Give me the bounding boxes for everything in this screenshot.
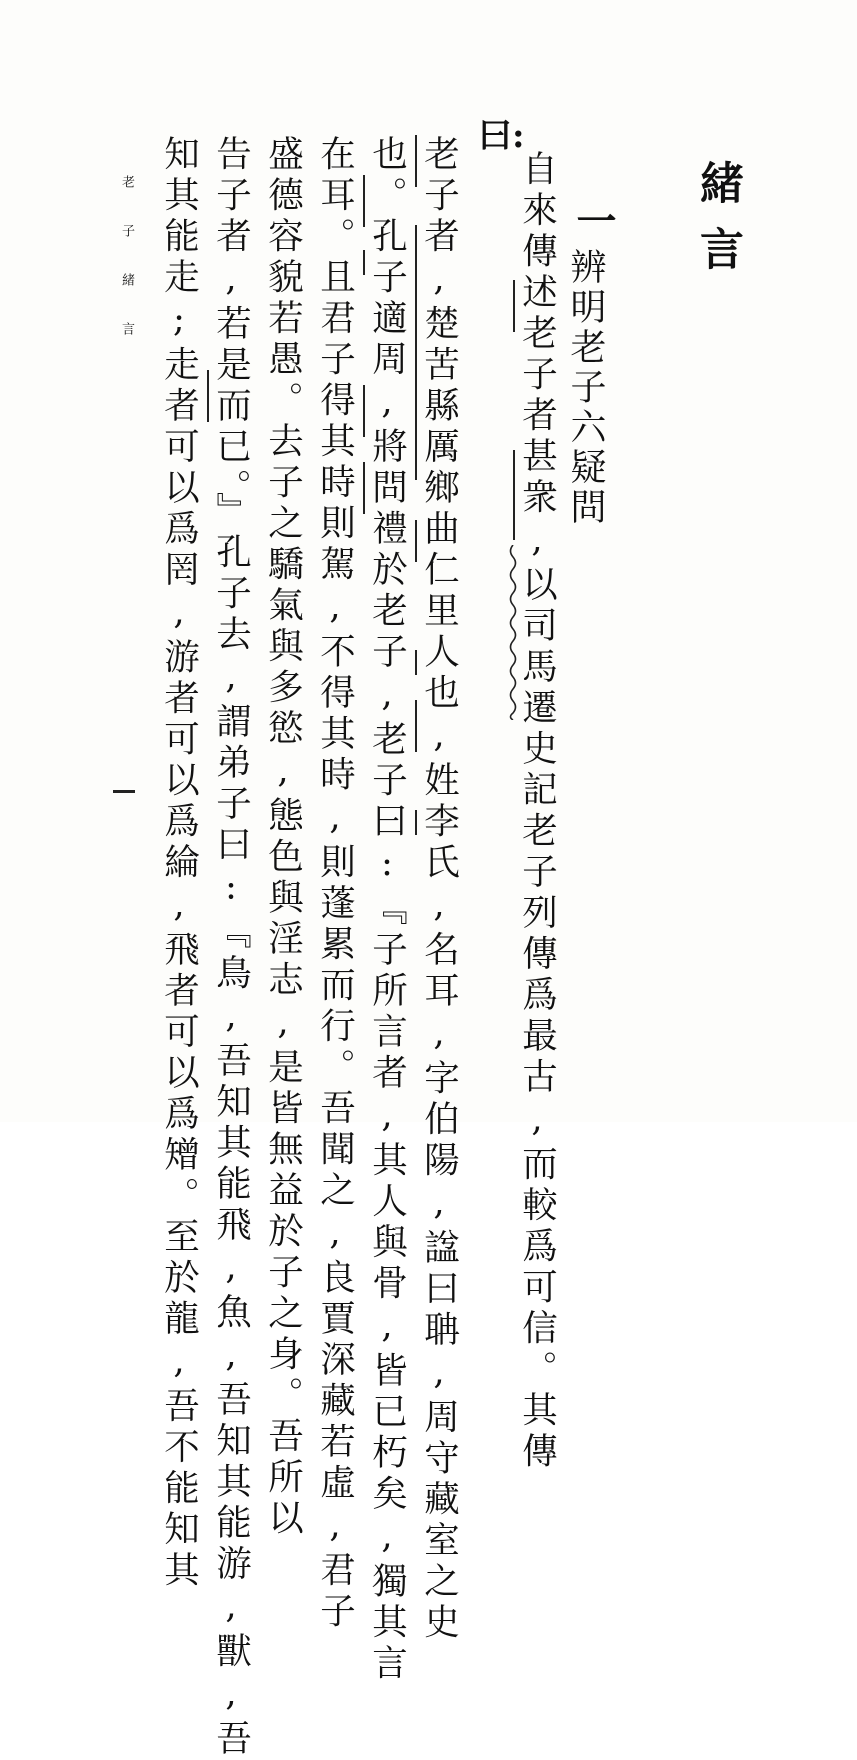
body-column-5: 盛德容貌若愚。去子之驕氣與多慾,態色與淫志,是皆無益於子之身。吾所以: [262, 135, 304, 1540]
body-column-2: 老子者,楚苦縣厲鄉曲仁里人也,姓李氏,名耳,字伯陽,諡曰聃,周守藏室之史: [418, 135, 460, 1644]
body-column-4: 在耳。且君子得其時則駕,不得其時,則蓬累而行。吾聞之,良賈深藏若虛,君子: [314, 135, 356, 1633]
section-title: 辨明老子六疑問: [565, 248, 606, 528]
book-title-wavy-line: [506, 545, 520, 720]
yue-marker: 曰:: [478, 116, 525, 156]
body-column-7: 知其能走;走者可以爲罔,游者可以爲綸,飛者可以爲矰。至於龍,吾不能知其: [158, 135, 200, 1592]
name-line-place: [415, 225, 417, 480]
body-column-6: 告子者,若是而已。』孔子去,謂弟子曰:『鳥,吾知其能飛,魚,吾知其能游,獸,吾: [210, 135, 252, 1760]
name-line-kongzi: [363, 175, 365, 227]
name-line-laozi-3: [363, 385, 365, 437]
page-number: [113, 790, 135, 793]
name-line-laozi: [513, 280, 515, 332]
name-line-kongzi-2: [207, 370, 209, 422]
name-line-simaqian: [513, 450, 515, 540]
page-title: 緒言: [692, 160, 743, 292]
name-line-er: [415, 650, 417, 675]
name-line-dan: [415, 810, 417, 835]
name-line-laozi-4: [363, 462, 365, 514]
section-number: 一: [570, 200, 617, 240]
name-line-laozi-2: [415, 135, 417, 187]
body-column-3: 也。孔子適周,將問禮於老子,老子曰:『子所言者,其人與骨,皆已朽矣,獨其言: [366, 135, 408, 1685]
name-line-boyang: [415, 700, 417, 752]
name-line-surname: [415, 520, 417, 562]
running-head: 老子緒言: [119, 175, 134, 371]
body-column-1: 自來傳述老子者甚衆,以司馬遷史記老子列傳爲最古,而較爲可信。其傳: [516, 150, 558, 1473]
name-line-zhou: [363, 250, 365, 275]
